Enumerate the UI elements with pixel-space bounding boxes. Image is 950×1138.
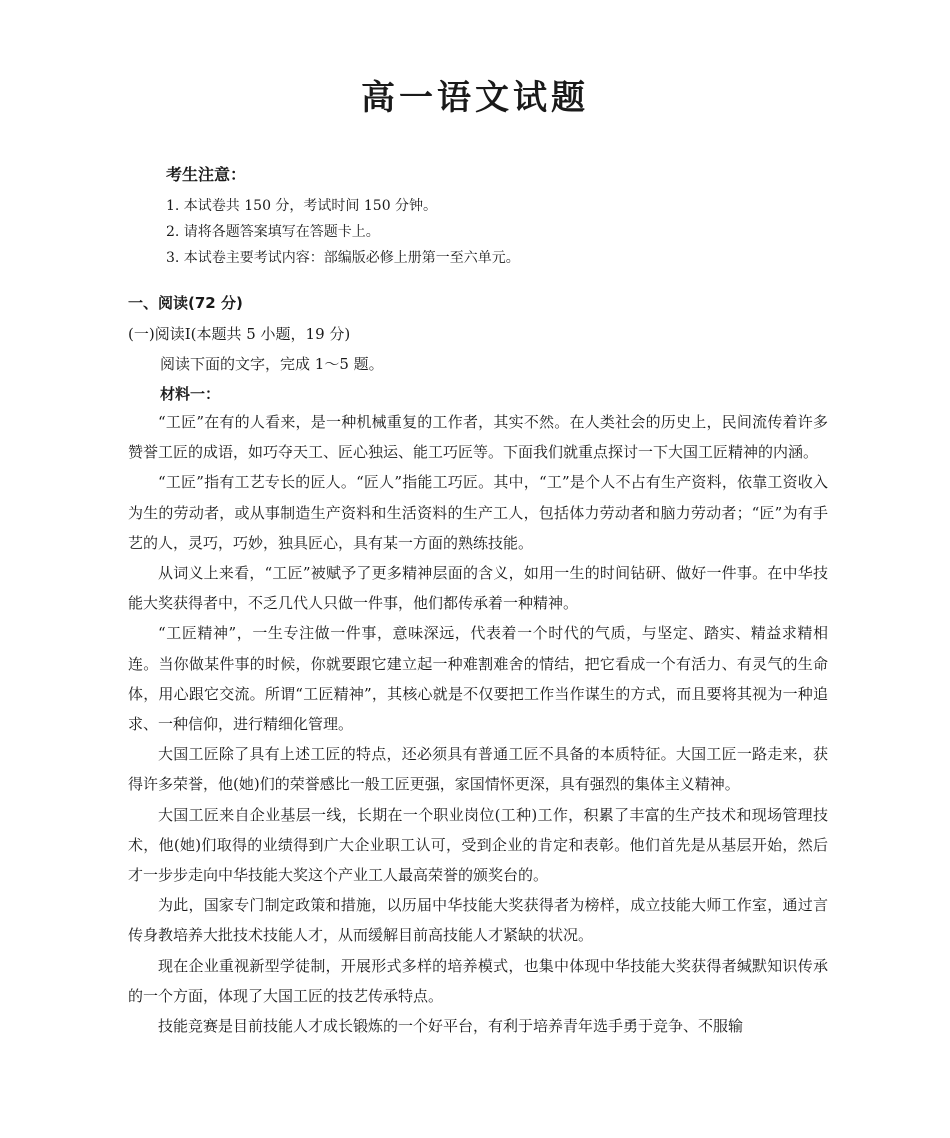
page-title: 高一语文试题 (361, 78, 589, 118)
paragraph: 大国工匠除了具有上述工匠的特点，还必须具有普通工匠不具备的本质特征。大国工匠一路走来，获得许多荣誉，他(她)们的荣誉感比一般工匠更强，家国情怀更深，具有强烈的集体主义精神。 (128, 745, 828, 794)
candidate-notice (166, 162, 520, 271)
material-label: 材料一： (160, 385, 221, 403)
paragraph: 大国工匠来自企业基层一线，长期在一个职业岗位(工种)工作，积累了丰富的生产技术和现场管理技术，他(她)们取得的业绩得到广大企业职工认可，受到企业的肯定和表彰。他们首先是从基层开始，然后才一步步走向中华技能大奖这个产业工人最高荣誉的颁奖台的。 (128, 805, 828, 885)
notice-item: 3. 本试卷主要考试内容：部编版必修上册第一至六单元。 (166, 250, 520, 266)
section-heading: 一、阅读(72 分) (128, 294, 243, 312)
subsection-heading: (一)阅读Ⅰ(本题共 5 小题，19 分) (128, 325, 351, 343)
paragraph: “工匠”指有工艺专长的匠人。“匠人”指能工巧匠。其中，“工”是个人不占有生产资料，依靠工资收入为生的劳动者，或从事制造生产资料和生活资料的生产工人，包括体力劳动者和脑力劳动者；“匠”为有手艺的人，灵巧，巧妙，独具匠心，具有某一方面的熟练技能。 (128, 473, 828, 552)
paragraph: 现在企业重视新型学徒制，开展形式多样的培养模式，也集中体现中华技能大奖获得者缄默知识传承的一个方面，体现了大国工匠的技艺传承特点。 (128, 956, 828, 1005)
paragraph: “工匠”在有的人看来，是一种机械重复的工作者，其实不然。在人类社会的历史上，民间流传着许多赞誉工匠的成语，如巧夺天工、匠心独运、能工巧匠等。下面我们就重点探讨一下大国工匠精神的内涵。 (128, 413, 828, 462)
notice-heading: 考生注意： (166, 165, 247, 184)
notice-item: 2. 请将各题答案填写在答题卡上。 (166, 224, 380, 240)
reading-instruction: 阅读下面的文字，完成 1～5 题。 (160, 355, 384, 373)
notice-item: 1. 本试卷共 150 分，考试时间 150 分钟。 (166, 198, 438, 214)
paragraph: 从词义上来看，“工匠”被赋予了更多精神层面的含义，如用一生的时间钻研、做好一件事。在中华技能大奖获得者中，不乏几代人只做一件事，他们都传承着一种精神。 (128, 564, 828, 613)
material-body (128, 407, 828, 1041)
paragraph: 为此，国家专门制定政策和措施，以历届中华技能大奖获得者为榜样，成立技能大师工作室，通过言传身教培养大批技术技能人才，从而缓解目前高技能人才紧缺的状况。 (128, 896, 828, 945)
paragraph: “工匠精神”，一生专注做一件事，意味深远，代表着一个时代的气质，与坚定、踏实、精益求精相连。当你做某件事的时候，你就要跟它建立起一种难割难舍的情结，把它看成一个有活力、有灵气的生命体，用心跟它交流。所谓“工匠精神”，其核心就是不仅要把工作当作谋生的方式，而且要将其视为一种追求、一种信仰，进行精细化管理。 (128, 624, 828, 734)
paragraph: 技能竞赛是目前技能人才成长锻炼的一个好平台，有利于培养青年选手勇于竞争、不服输 (158, 1017, 744, 1036)
